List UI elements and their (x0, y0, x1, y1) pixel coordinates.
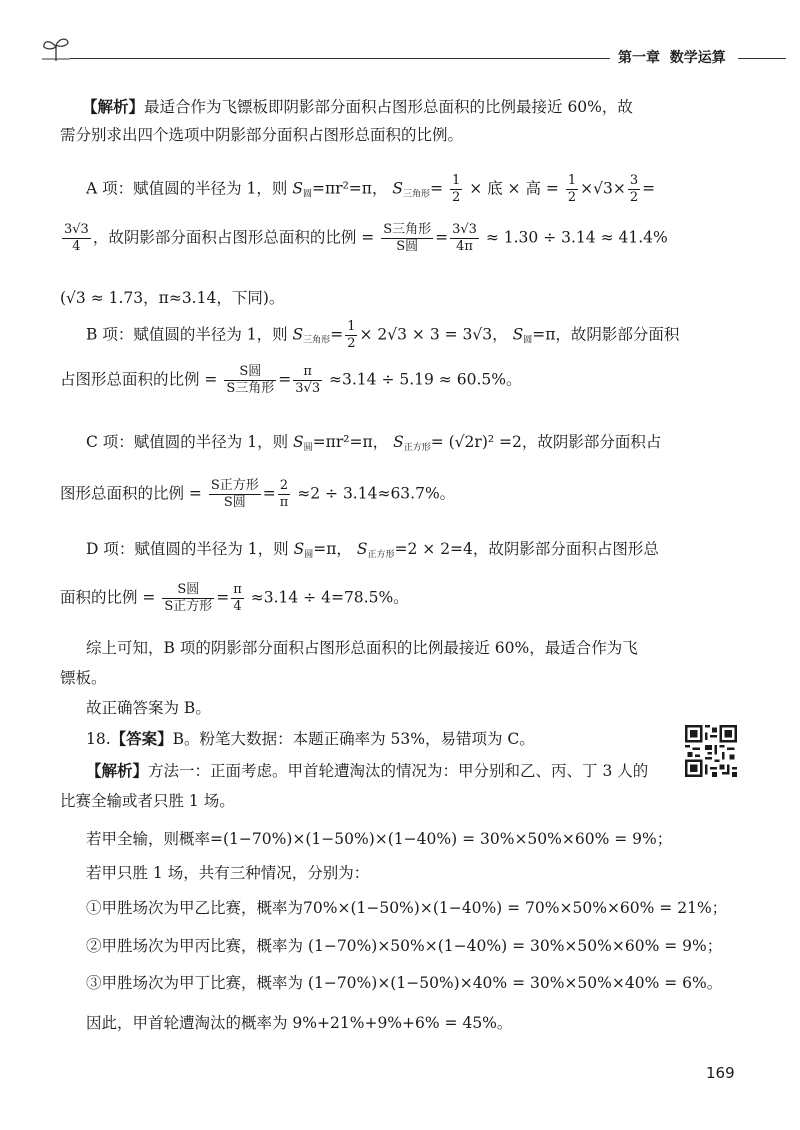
option-c-ratio-text: 图形总面积的比例 = (60, 484, 202, 503)
option-b-text: =π，故阴影部分面积 (532, 325, 680, 344)
option-b-lead: B 项：赋值圆的半径为 1，则 (86, 325, 288, 344)
fraction-ratio-symbols: $\frac{\text{S三角形}}{\text{S圆}}$ (383, 222, 432, 254)
eq-sign-3: = (435, 228, 449, 247)
area-symbol: S (292, 179, 303, 198)
analysis-text: 最适合作为飞镖板即阴影部分面积占图形总面积的比例最接近 60%，故 (144, 98, 633, 116)
page-number: 169 (706, 1064, 735, 1082)
eq-sign: = (430, 179, 444, 198)
approx-note: (√3 ≈ 1.73，π≈3.14，下同)。 (60, 289, 285, 307)
answer-tag: 【答案】 (110, 729, 173, 748)
q18-conclusion: 因此，甲首轮遭淘汰的概率为 9%+21%+9%+6% = 45%。 (86, 1014, 513, 1032)
chapter-name: 数学运算 (669, 50, 726, 66)
analysis-intro-line2: 需分别求出四个选项中阴影部分面积占图形总面积的比例。 (60, 126, 464, 144)
eq-circle-area: =πr²=π， (312, 433, 389, 451)
fraction-triangle-area: $\frac{3√3}{4}$ (64, 222, 89, 254)
q18-analysis-line1 (86, 760, 648, 782)
question-number: 18. (86, 730, 111, 748)
chapter-label: 第一章 (618, 50, 660, 66)
summary-line1: 综上可知，B 项的阴影部分面积占图形总面积的比例最接近 60%，最适合作为飞 (86, 639, 638, 657)
option-b-ratio-text: 占图形总面积的比例 = (60, 370, 218, 389)
q18-case-3: ③甲胜场次为甲丁比赛，概率为 (1−70%)×(1−50%)×40% = 30%×50%×40% = 6%。 (86, 974, 723, 992)
eq-sign: = (330, 325, 344, 344)
eq-sign: = (262, 484, 276, 503)
sub-circle: 圆 (302, 189, 312, 200)
analysis-tag: 【解析】 (86, 761, 149, 780)
option-b-line1: B 项：赋值圆的半径为 1，则 $S_{三角形}=$ $\frac{1}{2}$ × 2√3 × 3 = 3√3， $S_圆=\pi$，故阴影部分面积 (86, 319, 680, 351)
q18-answer-line (86, 728, 535, 750)
eq-sign-2: = (278, 370, 292, 389)
answer-text: B。粉笔大数据：本题正确率为 53%，易错项为 C。 (172, 730, 535, 748)
fraction-half-2: $\frac{1}{2}$ (567, 173, 577, 205)
option-c-text: = (√2r)² =2，故阴影部分面积占 (430, 433, 662, 451)
option-c-lead: C 项：赋值圆的半径为 1，则 (86, 433, 289, 451)
summary-line2: 镖板。 (60, 669, 107, 687)
option-d-lead: D 项：赋值圆的半径为 1，则 (86, 540, 289, 558)
option-d-line2 (60, 582, 409, 615)
chapter-title (612, 47, 732, 67)
option-d-ratio-text: 面积的比例 = (60, 588, 156, 607)
fraction-ratio-values: $\frac{\pi}{4}$ (233, 582, 242, 614)
analysis-tag: 【解析】 (82, 97, 145, 116)
sub-square: 正方形 (403, 443, 431, 453)
sub-circle: 圆 (304, 550, 314, 560)
q18-case-all-lose: 若甲全输，则概率=(1−70%)×(1−50%)×(1−40%) = 30%×50%×60% = 9%； (86, 830, 673, 848)
option-a-result: ≈ 1.30 ÷ 3.14 ≈ 41.4% (485, 228, 668, 247)
header-rule-left (70, 58, 610, 59)
sub-circle: 圆 (303, 443, 313, 453)
option-d-text: =2 × 2=4，故阴影部分面积占图形总 (394, 540, 659, 558)
analysis-intro-line1 (82, 96, 633, 118)
eq-circle-area: =π， (313, 540, 352, 558)
analysis-text: 方法一：正面考虑。甲首轮遭淘汰的情况为：甲分别和乙、丙、丁 3 人的 (148, 762, 649, 780)
header-rule-right (738, 58, 786, 59)
q18-case-2: ②甲胜场次为甲丙比赛，概率为 (1−70%)×50%×(1−40%) = 30%×50%×60% = 9%； (86, 937, 723, 955)
sub-circle: 圆 (523, 335, 533, 346)
fraction-ratio-symbols: $\frac{\text{S圆}}{\text{S三角形}}$ (226, 364, 275, 396)
fraction-ratio-values: $\frac{\pi}{3√3}$ (295, 364, 321, 396)
fraction-ratio-symbols: $\frac{\text{S圆}}{\text{S正方形}}$ (164, 582, 213, 614)
option-d-line1: D 项：赋值圆的半径为 1，则 $S_圆=\pi$， $S_{正方形}=2 \times 2=4$，故阴影部分面积占图形总 (86, 540, 659, 560)
option-c-line1: C 项：赋值圆的半径为 1，则 $S_圆=\pi r^2=\pi$， $S_{正方形}= (√2r)^2 =2$，故阴影部分面积占 (86, 433, 662, 453)
fraction-half: $\frac{1}{2}$ (452, 173, 461, 205)
option-a-line2 (60, 222, 668, 255)
eq-sqrt3: ×√3× (580, 179, 626, 198)
qr-code-icon[interactable] (685, 725, 737, 777)
sub-square: 正方形 (367, 550, 395, 560)
q18-case-1: ①甲胜场次为甲乙比赛，概率为70%×(1−50%)×(1−40%) = 70%×50%×60% = 21%； (86, 899, 728, 917)
option-a-ratio-text: ，故阴影部分面积占图形总面积的比例 = (92, 228, 375, 247)
option-c-line2 (60, 478, 455, 511)
q18-case-one-win: 若甲只胜 1 场，共有三种情况，分别为： (86, 864, 370, 882)
fraction-ratio-values: $\frac{3√3}{4\pi}$ (452, 222, 477, 254)
fraction-ratio-values: $\frac{2}{\pi}$ (279, 478, 289, 510)
option-d-result: ≈3.14 ÷ 4=78.5%。 (250, 588, 409, 607)
option-b-result: ≈3.14 ÷ 5.19 ≈ 60.5%。 (329, 370, 522, 389)
option-a-lead: A 项：赋值圆的半径为 1，则 (86, 179, 288, 198)
eq-sign-2: = (642, 179, 656, 198)
fraction-half: $\frac{1}{2}$ (347, 319, 356, 351)
sub-triangle: 三角形 (303, 335, 331, 346)
q18-analysis-line2: 比赛全输或者只胜 1 场。 (60, 792, 235, 810)
eq-circle-area: =πr²=π， (312, 179, 388, 198)
eq-base-height: × 底 × 高 = (469, 179, 559, 198)
eq-sign: = (216, 588, 230, 607)
fraction-three-halves: $\frac{3}{2}$ (629, 173, 639, 205)
fraction-ratio-symbols: $\frac{\text{S正方形}}{\text{S圆}}$ (210, 478, 259, 510)
option-b-line2 (60, 364, 521, 397)
option-c-result: ≈2 ÷ 3.14≈63.7%。 (297, 484, 456, 503)
sub-triangle: 三角形 (403, 189, 431, 200)
option-a-line1: A 项：赋值圆的半径为 1，则 $S_圆=\pi r^2=\pi$， $S_{三角形}=$ $\frac{1}{2}$ × 底 × 高 = $\frac{1}{2}$ ×√3× $\frac{3}{2}$ = (86, 173, 656, 205)
sprout-icon (40, 35, 72, 63)
eq-triangle-area: × 2√3 × 3 = 3√3， (359, 325, 508, 344)
answer-line: 故正确答案为 B。 (86, 699, 211, 717)
